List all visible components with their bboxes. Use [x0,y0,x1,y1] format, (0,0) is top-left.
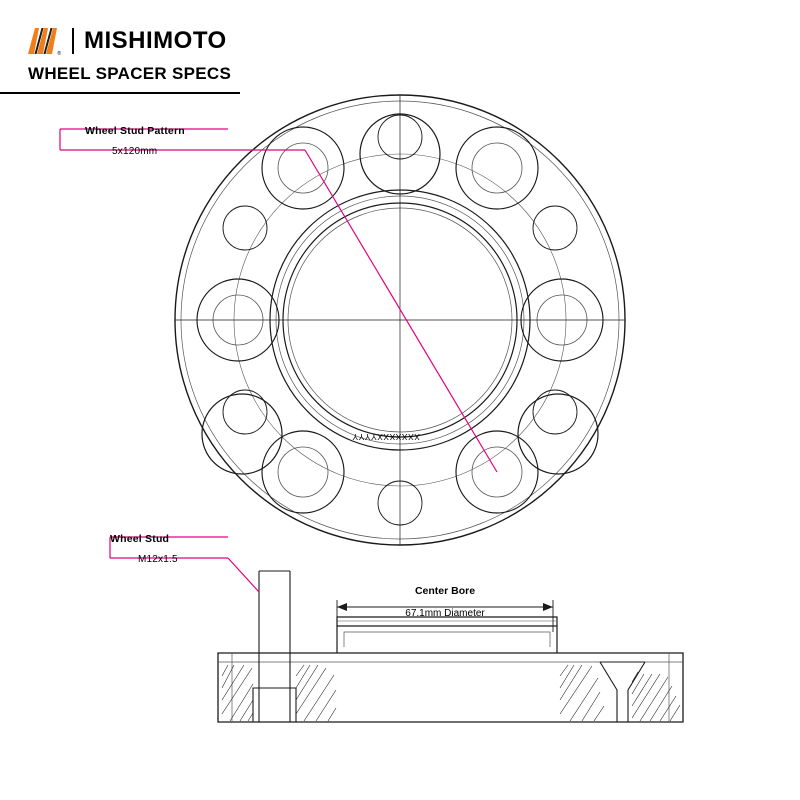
wheel-stud-pattern-label: Wheel Stud Pattern [85,125,185,137]
wheel-spacer-front-view [175,95,625,545]
wheel-stud-label: Wheel Stud [110,533,170,545]
center-bore-label: Center Bore [414,585,476,597]
bolt-pattern-leader [60,129,497,472]
registered-mark: ® [57,51,61,57]
page-title: WHEEL SPACER SPECS [28,64,232,83]
wheel-stud-pattern-value: 5x120mm [112,146,158,157]
center-bore-value: 67.1mm Diameter [405,608,485,619]
wheel-stud-value: M12x1.5 [138,554,178,565]
brand-name: MISHIMOTO [84,27,227,54]
part-etching-text: XXXXXXXYYYY [352,432,420,442]
wheel-stud-leader [110,537,259,592]
